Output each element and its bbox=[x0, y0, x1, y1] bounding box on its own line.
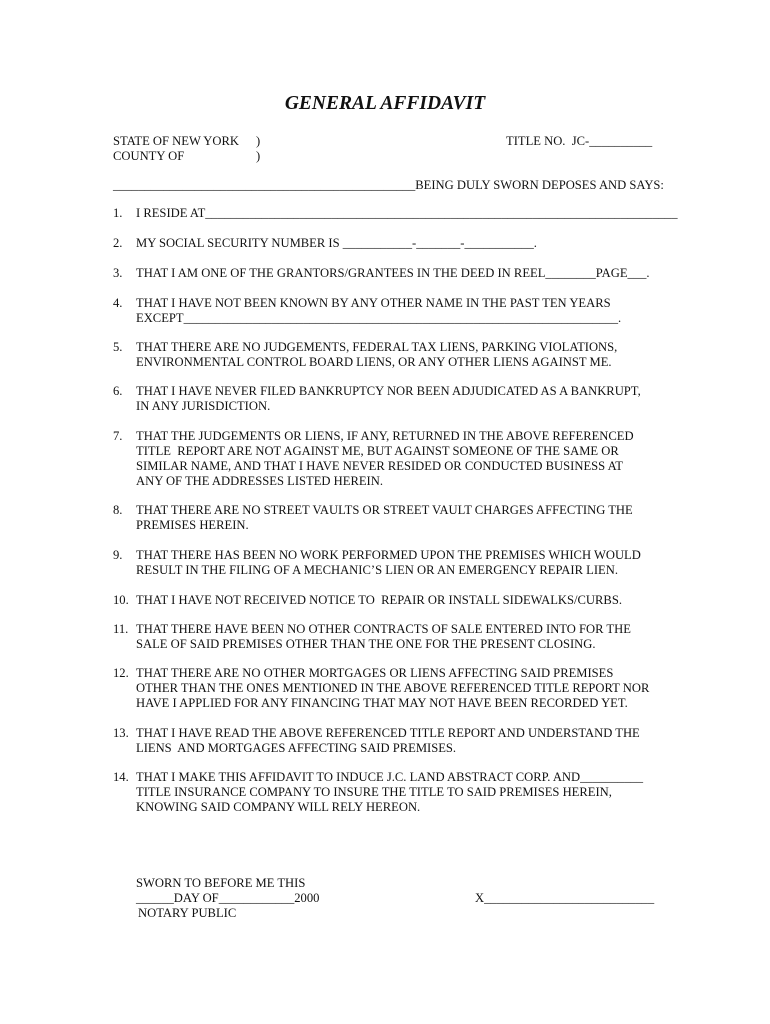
county-label: COUNTY OF bbox=[113, 149, 185, 163]
item-number: 6. bbox=[113, 384, 123, 398]
item-number: 11. bbox=[113, 622, 129, 636]
item-text bbox=[136, 666, 673, 711]
item-text bbox=[136, 770, 673, 815]
item-text bbox=[136, 622, 673, 652]
item-text-line: THAT THERE ARE NO JUDGEMENTS, FEDERAL TAX LIENS, PARKING VIOLATIONS, bbox=[136, 340, 618, 354]
item-number: 2. bbox=[113, 236, 123, 250]
item-text bbox=[136, 726, 673, 756]
item-text-line: OTHER THAN THE ONES MENTIONED IN THE ABOVE REFERENCED TITLE REPORT NOR bbox=[136, 681, 650, 695]
item-number: 12. bbox=[113, 666, 129, 680]
item-text-line: THAT THERE HAS BEEN NO WORK PERFORMED UPON THE PREMISES WHICH WOULD bbox=[136, 548, 641, 562]
item-text-line: SALE OF SAID PREMISES OTHER THAN THE ONE FOR THE PRESENT CLOSING. bbox=[136, 637, 596, 651]
item-text-line: THAT THE JUDGEMENTS OR LIENS, IF ANY, RETURNED IN THE ABOVE REFERENCED bbox=[136, 429, 634, 443]
item-text-line: RESULT IN THE FILING OF A MECHANIC’S LIEN OR AN EMERGENCY REPAIR LIEN. bbox=[136, 563, 618, 577]
item-text bbox=[136, 296, 673, 326]
item-text-line: THAT I MAKE THIS AFFIDAVIT TO INDUCE J.C. LAND ABSTRACT CORP. AND__________ bbox=[136, 770, 644, 784]
item-text-line: HAVE I APPLIED FOR ANY FINANCING THAT MAY NOT HAVE BEEN RECORDED YET. bbox=[136, 696, 628, 710]
county-paren: ) bbox=[256, 149, 261, 163]
document-title: GENERAL AFFIDAVIT bbox=[284, 93, 486, 114]
item-text-line: THAT THERE HAVE BEEN NO OTHER CONTRACTS OF SALE ENTERED INTO FOR THE bbox=[136, 622, 631, 636]
item-number: 13. bbox=[113, 726, 129, 740]
item-text-line: THAT I HAVE READ THE ABOVE REFERENCED TITLE REPORT AND UNDERSTAND THE bbox=[136, 726, 640, 740]
item-text-line: TITLE INSURANCE COMPANY TO INSURE THE TITLE TO SAID PREMISES HEREIN, bbox=[136, 785, 612, 799]
item-number: 14. bbox=[113, 770, 129, 784]
sworn-before-label: SWORN TO BEFORE ME THIS bbox=[136, 876, 306, 890]
item-text bbox=[136, 593, 673, 608]
item-text-line: LIENS AND MORTGAGES AFFECTING SAID PREMISES. bbox=[136, 741, 457, 755]
title-number-field: TITLE NO. JC-__________ bbox=[506, 134, 653, 148]
item-text-line: THAT THERE ARE NO STREET VAULTS OR STREET VAULT CHARGES AFFECTING THE bbox=[136, 503, 633, 517]
state-label: STATE OF NEW YORK bbox=[113, 134, 239, 148]
item-text-line: MY SOCIAL SECURITY NUMBER IS ___________-_______-___________. bbox=[136, 236, 537, 250]
item-number: 8. bbox=[113, 503, 123, 517]
item-text-line: ANY OF THE ADDRESSES LISTED HEREIN. bbox=[136, 474, 383, 488]
item-text-line: EXCEPT_____________________________________________________________________. bbox=[136, 311, 622, 325]
item-text-line: THAT I HAVE NOT BEEN KNOWN BY ANY OTHER NAME IN THE PAST TEN YEARS bbox=[136, 296, 611, 310]
day-of-line: ______DAY OF____________2000 bbox=[136, 891, 320, 905]
item-text-line: PREMISES HEREIN. bbox=[136, 518, 249, 532]
item-text bbox=[136, 266, 673, 281]
item-text-line: THAT I HAVE NOT RECEIVED NOTICE TO REPAIR OR INSTALL SIDEWALKS/CURBS. bbox=[136, 593, 622, 607]
item-number: 3. bbox=[113, 266, 123, 280]
item-text bbox=[136, 340, 673, 370]
item-text-line: KNOWING SAID COMPANY WILL RELY HEREON. bbox=[136, 800, 421, 814]
item-text-line: TITLE REPORT ARE NOT AGAINST ME, BUT AGAINST SOMEONE OF THE SAME OR bbox=[136, 444, 619, 458]
state-paren: ) bbox=[256, 134, 261, 148]
item-number: 1. bbox=[113, 206, 123, 220]
item-text-line: SIMILAR NAME, AND THAT I HAVE NEVER RESIDED OR CONDUCTED BUSINESS AT bbox=[136, 459, 623, 473]
item-text bbox=[136, 429, 673, 489]
item-number: 4. bbox=[113, 296, 123, 310]
sworn-deposes-line: ________________________________________________BEING DULY SWORN DEPOSES AND SAYS: bbox=[113, 178, 664, 192]
item-number: 7. bbox=[113, 429, 123, 443]
item-text bbox=[136, 206, 678, 221]
item-text-line: I RESIDE AT___________________________________________________________________________ bbox=[136, 206, 678, 220]
item-text bbox=[136, 548, 673, 578]
item-number: 5. bbox=[113, 340, 123, 354]
item-text-line: ENVIRONMENTAL CONTROL BOARD LIENS, OR ANY OTHER LIENS AGAINST ME. bbox=[136, 355, 612, 369]
item-text-line: THAT I AM ONE OF THE GRANTORS/GRANTEES IN THE DEED IN REEL________PAGE___. bbox=[136, 266, 650, 280]
notary-public-label: NOTARY PUBLIC bbox=[138, 906, 237, 920]
item-text bbox=[136, 503, 673, 533]
item-text bbox=[136, 236, 673, 251]
signature-line: X___________________________ bbox=[475, 891, 655, 905]
item-text-line: IN ANY JURISDICTION. bbox=[136, 399, 271, 413]
item-number: 9. bbox=[113, 548, 123, 562]
item-number: 10. bbox=[113, 593, 129, 607]
item-text bbox=[136, 384, 673, 414]
item-text-line: THAT THERE ARE NO OTHER MORTGAGES OR LIENS AFFECTING SAID PREMISES bbox=[136, 666, 614, 680]
item-text-line: THAT I HAVE NEVER FILED BANKRUPTCY NOR BEEN ADJUDICATED AS A BANKRUPT, bbox=[136, 384, 641, 398]
